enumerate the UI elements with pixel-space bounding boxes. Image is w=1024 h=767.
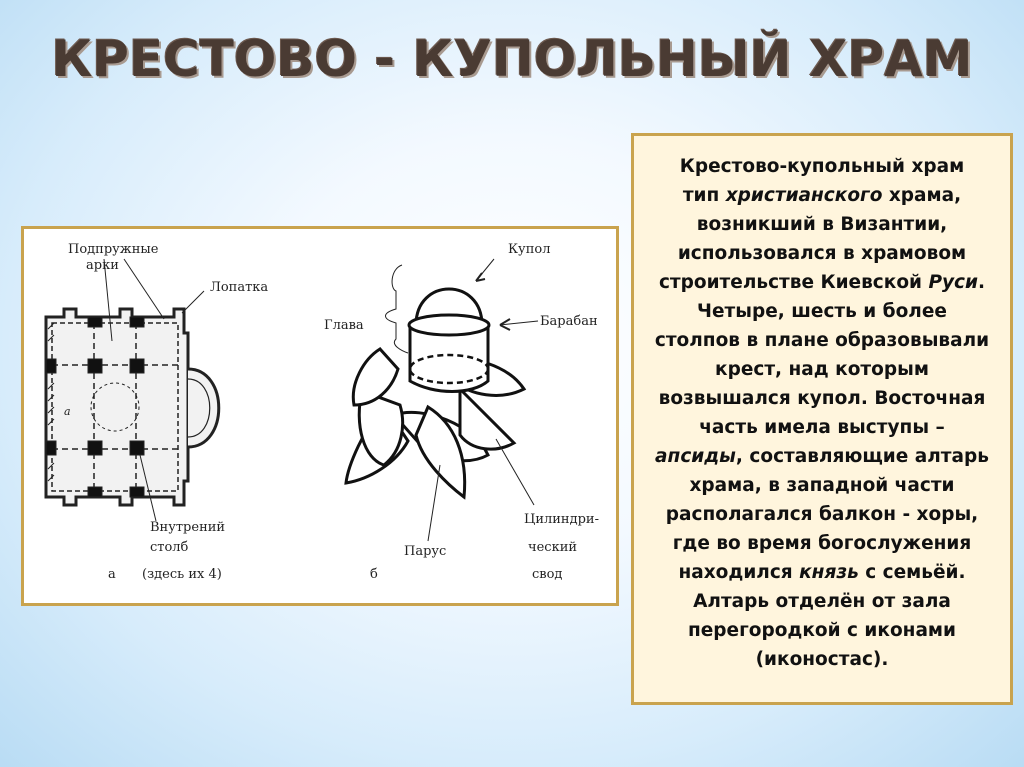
italic-term: Руси bbox=[928, 272, 978, 293]
text-segment: крест, над которым bbox=[715, 359, 929, 380]
text-segment: (иконостас). bbox=[755, 649, 889, 670]
text-segment: строительстве Киевской bbox=[658, 272, 929, 293]
description-line bbox=[634, 210, 1010, 239]
description-line bbox=[634, 471, 1010, 500]
label-dome: Купол bbox=[508, 242, 551, 257]
text-segment: Крестово-купольный храм bbox=[679, 156, 965, 177]
label-plan-letter: а bbox=[108, 567, 116, 582]
text-segment: где во время богослужения bbox=[672, 533, 972, 554]
text-segment: столпов в плане образовывали bbox=[654, 330, 990, 351]
temple-diagram bbox=[24, 229, 616, 603]
temple-diagram-panel bbox=[21, 226, 619, 606]
description-line bbox=[634, 500, 1010, 529]
label-dome-letter: б bbox=[370, 567, 378, 582]
label-arches-1: Подпружные bbox=[68, 242, 159, 257]
description-line bbox=[634, 587, 1010, 616]
text-segment: Четыре, шесть и более bbox=[697, 301, 947, 322]
label-sail: Парус bbox=[404, 544, 447, 559]
description-line bbox=[634, 384, 1010, 413]
description-line bbox=[634, 413, 1010, 442]
label-pilaster: Лопатка bbox=[210, 280, 269, 295]
description-line bbox=[634, 558, 1010, 587]
text-segment: возвышался купол. Восточная bbox=[658, 388, 986, 409]
text-segment: перегородкой с иконами bbox=[687, 620, 957, 641]
text-segment: Алтарь отделён от зала bbox=[693, 591, 951, 612]
description-text bbox=[634, 152, 1010, 674]
description-line bbox=[634, 529, 1010, 558]
italic-term: христианского bbox=[725, 185, 883, 206]
text-segment: . bbox=[978, 272, 986, 293]
text-segment: , составляющие алтарь bbox=[735, 446, 989, 467]
dome-structure-drawing bbox=[346, 289, 524, 497]
label-vault-3: свод bbox=[532, 567, 563, 582]
italic-term: апсиды bbox=[655, 446, 736, 467]
text-segment: часть имела выступы – bbox=[699, 417, 945, 438]
text-segment: располагался балкон - хоры, bbox=[665, 504, 979, 525]
description-line bbox=[634, 181, 1010, 210]
description-line bbox=[634, 355, 1010, 384]
label-vault-1: Цилиндри- bbox=[524, 512, 599, 527]
label-arches-2: арки bbox=[86, 258, 119, 273]
description-line bbox=[634, 297, 1010, 326]
label-pillar-count: (здесь их 4) bbox=[142, 567, 222, 582]
description-line bbox=[634, 326, 1010, 355]
description-line bbox=[634, 268, 1010, 297]
text-segment: храма, в западной части bbox=[689, 475, 955, 496]
text-segment: с семьёй. bbox=[858, 562, 966, 583]
label-head: Глава bbox=[324, 318, 364, 333]
label-plan-cell: а bbox=[64, 405, 71, 418]
text-segment: находился bbox=[678, 562, 800, 583]
label-vault-2: ческий bbox=[528, 540, 578, 555]
label-drum: Барабан bbox=[540, 314, 598, 329]
text-segment: возникший в Византии, bbox=[696, 214, 948, 235]
text-segment: храма, bbox=[882, 185, 962, 206]
description-line bbox=[634, 616, 1010, 645]
text-segment: тип bbox=[682, 185, 726, 206]
description-line bbox=[634, 442, 1010, 471]
label-pillar-1: Внутрений bbox=[150, 520, 226, 535]
text-segment: использовался в храмовом bbox=[677, 243, 967, 264]
slide-title: КРЕСТОВО - КУПОЛЬНЫЙ ХРАМ bbox=[51, 30, 973, 88]
description-line bbox=[634, 239, 1010, 268]
description-panel bbox=[631, 133, 1013, 705]
label-pillar-2: столб bbox=[150, 540, 189, 555]
description-line bbox=[634, 645, 1010, 674]
description-line bbox=[634, 152, 1010, 181]
temple-floor-plan bbox=[46, 259, 219, 521]
italic-term: князь bbox=[799, 562, 859, 583]
